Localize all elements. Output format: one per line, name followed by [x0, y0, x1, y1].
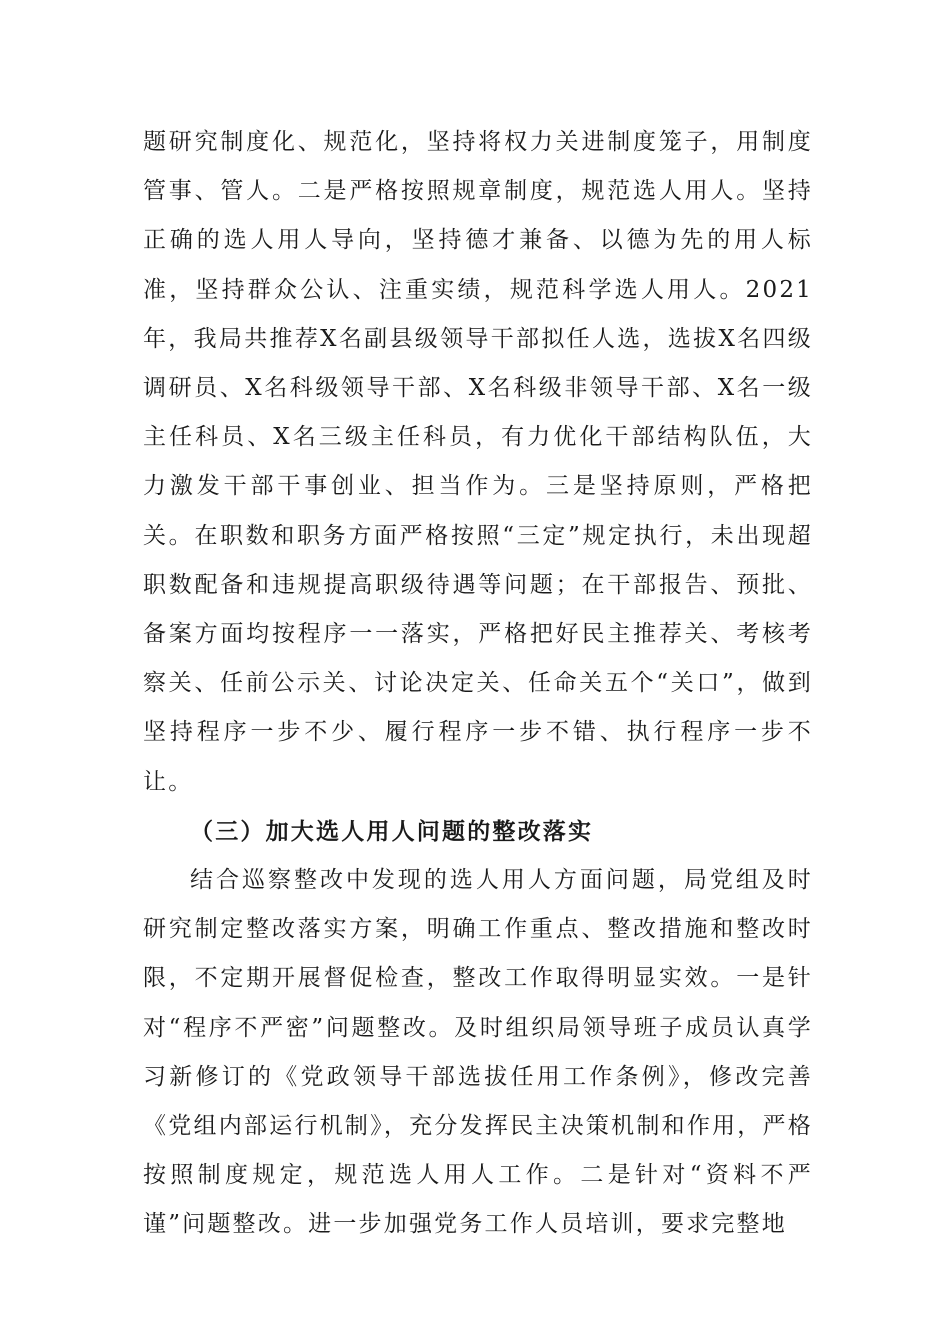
document-body [143, 118, 813, 1250]
body-paragraph-continued: 题研究制度化、规范化，坚持将权力关进制度笼子，用制度管事、管人。二是严格按照规章制度，规范选人用人。坚持正确的选人用人导向，坚持德才兼备、以德为先的用人标准，坚持群众公认、注重实绩，规范科学选人用人。2021年，我局共推荐X名副县级领导干部拟任人选，选拔X名四级调研员、X名科级领导干部、X名科级非领导干部、X名一级主任科员、X名三级主任科员，有力优化干部结构队伍，大力激发干部干事创业、担当作为。三是坚持原则，严格把关。在职数和职务方面严格按照“三定”规定执行，未出现超职数配备和违规提高职级待遇等问题；在干部报告、预批、备案方面均按程序一一落实，严格把好民主推荐关、考核考察关、任前公示关、讨论决定关、任命关五个“关口”，做到坚持程序一步不少、履行程序一步不错、执行程序一步不让。 [143, 129, 813, 795]
section-heading: （三）加大选人用人问题的整改落实 [190, 817, 594, 845]
body-paragraph: 结合巡察整改中发现的选人用人方面问题，局党组及时研究制定整改落实方案，明确工作重点、整改措施和整改时限，不定期开展督促检查，整改工作取得明显实效。一是针对“程序不严密”问题整改。及时组织局领导班子成员认真学习新修订的《党政领导干部选拔任用工作条例》，修改完善《党组内部运行机制》，充分发挥民主决策机制和作用，严格按照制度规定，规范选人用人工作。二是针对“资料不严谨”问题整改。进一步加强党务工作人员培训，要求完整地 [143, 867, 813, 1238]
